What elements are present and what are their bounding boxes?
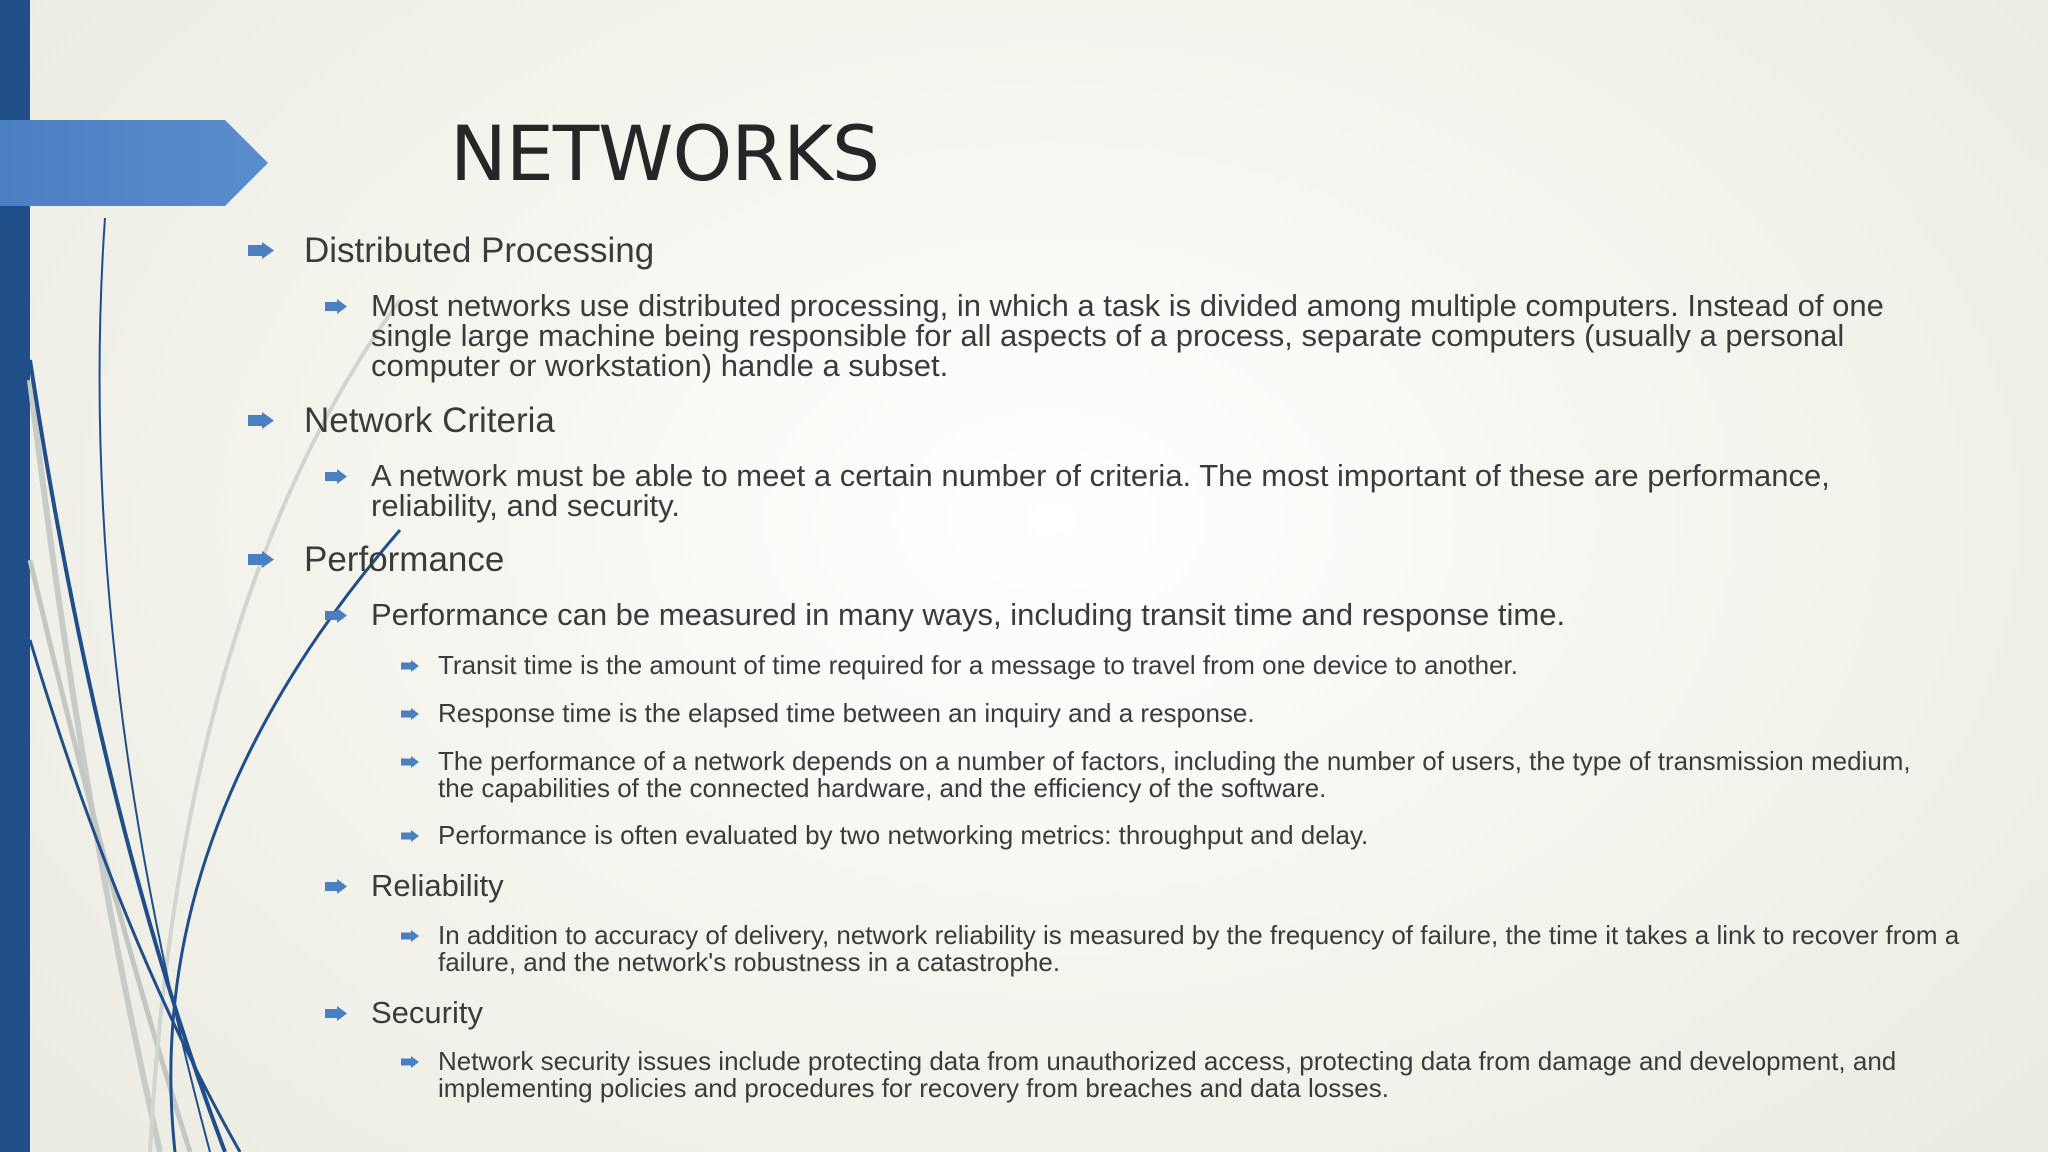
- bullet-network-criteria-body: [371, 458, 1911, 523]
- heading-text: Performance: [304, 540, 505, 579]
- bullet-security: [371, 993, 1971, 1033]
- bullet-reliability: [371, 866, 1971, 906]
- arrow-bullet-icon: [248, 412, 274, 429]
- point-text: Performance is often evaluated by two networking metrics: throughput and delay.: [438, 820, 1369, 850]
- arrow-bullet-icon: [325, 469, 347, 484]
- bullet-network-criteria: [304, 400, 2004, 442]
- arrow-bullet-icon: [401, 1056, 419, 1068]
- arrow-bullet-icon: [401, 830, 419, 842]
- bullet-transit-time: [438, 652, 2018, 679]
- bullet-distributed-processing: [304, 230, 2004, 272]
- bullet-reliability-body: [438, 922, 1993, 976]
- bullet-distributed-processing-body: [371, 288, 1971, 383]
- arrow-bullet-icon: [325, 608, 347, 623]
- body-text: Performance can be measured in many ways, including transit time and response time.: [371, 597, 1566, 632]
- body-text: In addition to accuracy of delivery, network reliability is measured by the frequency of failure, the time it takes a link to recover from a failure, and the network's robustness in a catastrophe.: [438, 920, 1960, 977]
- bullet-performance-metrics: [438, 822, 2018, 849]
- bullet-performance-intro: [371, 597, 2011, 632]
- bullet-performance: [304, 539, 2004, 581]
- heading-text: Network Criteria: [304, 401, 555, 440]
- arrow-bullet-icon: [248, 551, 274, 568]
- heading-text: Security: [371, 995, 483, 1030]
- arrow-bullet-icon: [401, 708, 419, 720]
- bullet-performance-factors: [438, 748, 1923, 802]
- body-text: Network security issues include protecting data from unauthorized access, protecting data from damage and development, and implementing policies and procedures for recovery from breaches and data losses.: [438, 1046, 1897, 1103]
- arrow-bullet-icon: [325, 1006, 347, 1021]
- point-text: Response time is the elapsed time between an inquiry and a response.: [438, 698, 1255, 728]
- arrow-bullet-icon: [401, 660, 419, 672]
- heading-text: Reliability: [371, 868, 504, 903]
- heading-text: Distributed Processing: [304, 231, 655, 270]
- arrow-bullet-icon: [248, 242, 274, 259]
- bullet-security-body: [438, 1048, 2010, 1102]
- arrow-bullet-icon: [401, 930, 419, 942]
- title-arrow-shape: [0, 120, 270, 206]
- point-text: The performance of a network depends on a number of factors, including the number of users, the type of transmission medium, the capabilities of the connected hardware, and the efficiency of the software.: [438, 746, 1911, 803]
- arrow-bullet-icon: [325, 879, 347, 894]
- arrow-bullet-icon: [401, 756, 419, 768]
- body-text: A network must be able to meet a certain number of criteria. The most important of these are performance, reliability, and security.: [371, 458, 1830, 523]
- arrow-bullet-icon: [325, 299, 347, 314]
- slide-title: NETWORKS: [450, 109, 880, 198]
- point-text: Transit time is the amount of time required for a message to travel from one device to another.: [438, 650, 1519, 680]
- body-text: Most networks use distributed processing, in which a task is divided among multiple computers. Instead of one single large machine being responsible for all aspects of a process, separate computers (usually a personal computer or workstation) handle a subset.: [371, 288, 1884, 383]
- bullet-response-time: [438, 700, 2018, 727]
